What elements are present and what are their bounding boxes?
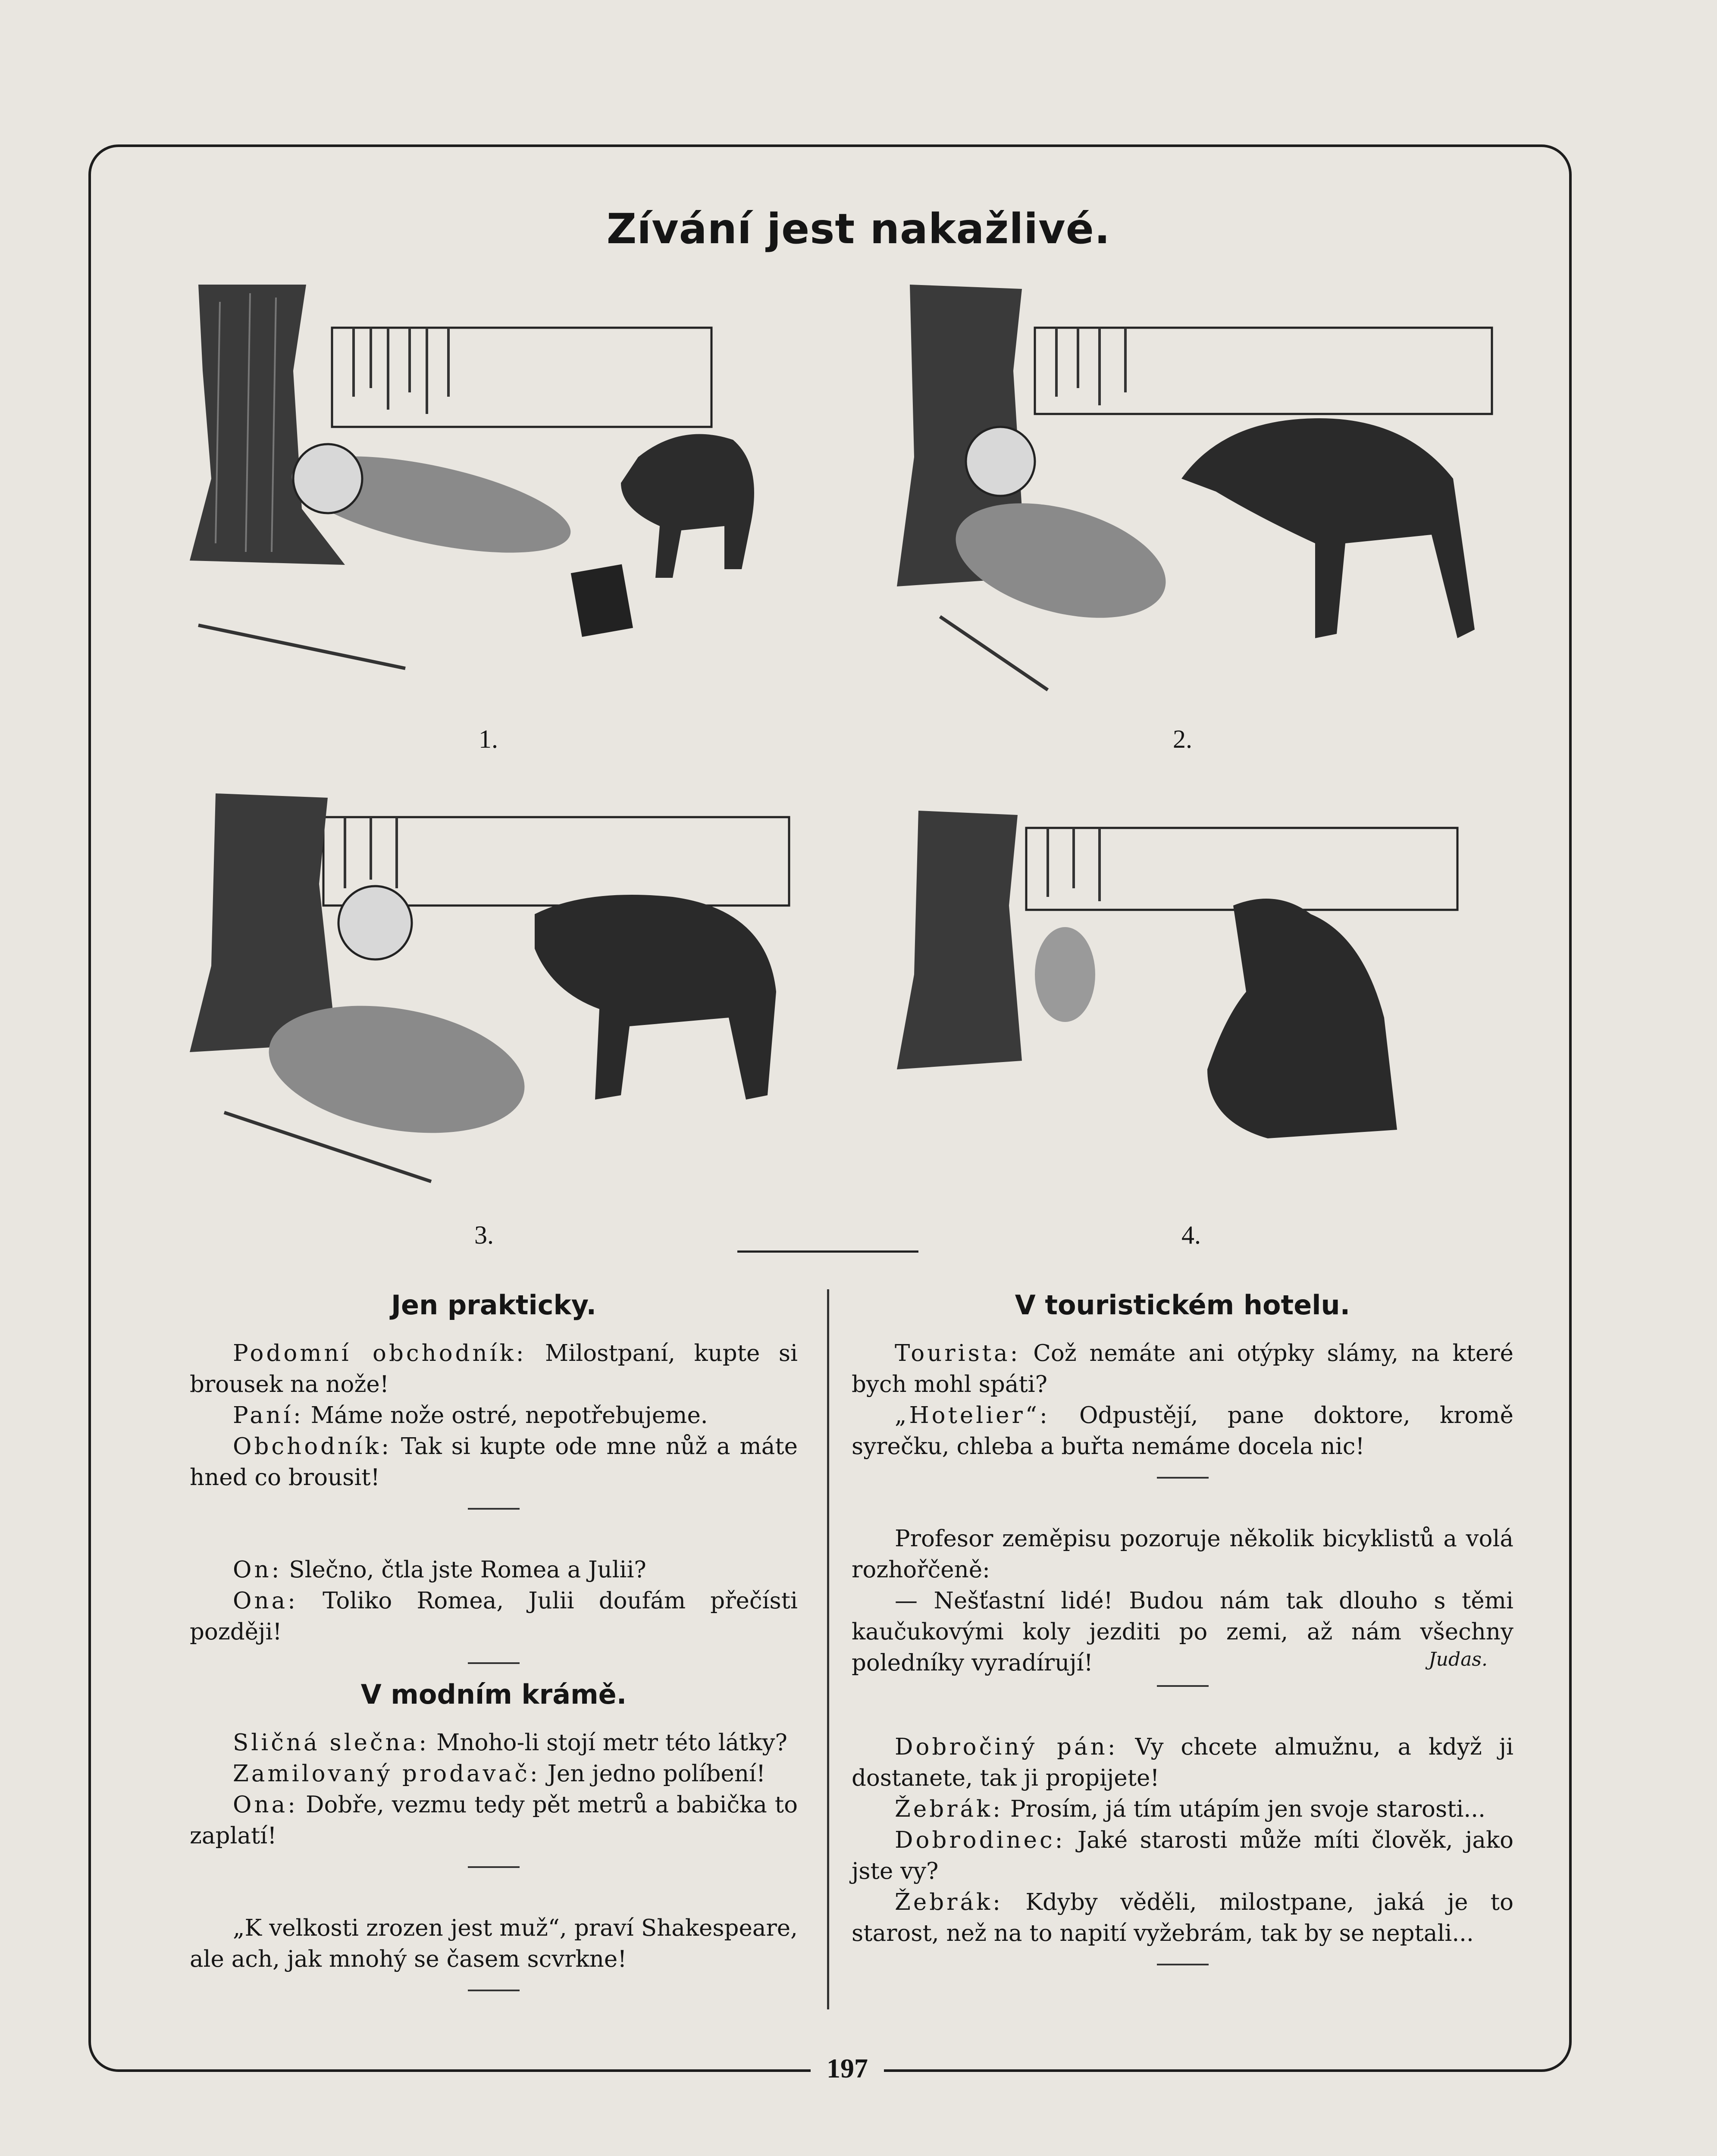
speaker: Paní:	[233, 1402, 304, 1429]
speaker: Tourista:	[895, 1340, 1021, 1366]
paragraph	[190, 1431, 798, 1493]
cartoon-panel-4	[880, 793, 1483, 1194]
panel-number-2: 2.	[1173, 725, 1192, 753]
speaker: Sličná slečna:	[233, 1730, 429, 1756]
panel-number-1: 1.	[479, 725, 498, 753]
speaker: Dobrodinec:	[895, 1827, 1065, 1853]
panel-number-3: 3.	[474, 1221, 494, 1249]
paragraph	[852, 1400, 1513, 1462]
paragraph: „K velkosti zrozen jest muž“, praví Shakespeare, ale ach, jak mnohý se časem scvrkne!	[190, 1915, 798, 1972]
speech: Vy chcete almužnu, a když ji dostanete, tak ji propijete!	[852, 1734, 1513, 1791]
cartoon-panel-2	[871, 276, 1509, 707]
column-divider	[827, 1289, 829, 2009]
speech: Slečno, čtla jste Romea a Julii?	[282, 1557, 646, 1583]
paragraph	[852, 1887, 1513, 1949]
speech: Prosím, já tím utápím jen svoje starosti...	[1003, 1796, 1485, 1822]
paragraph	[852, 1794, 1513, 1825]
speaker: Žebrák:	[895, 1796, 1003, 1822]
short-rule	[1157, 1685, 1209, 1687]
paragraph: Profesor zeměpisu pozoruje několik bicyklistů a volá rozhořčeně:	[852, 1526, 1513, 1583]
paragraph	[852, 1825, 1513, 1887]
speaker: Žebrák:	[895, 1889, 1003, 1915]
paragraph	[190, 1727, 798, 1758]
paragraph: — Nešťastní lidé! Budou nám tak dlouho s těmi kaučukovými koly jezditi po zemi, až nám všechny poledníky vyradírují!	[852, 1588, 1513, 1676]
panel-number-4: 4.	[1181, 1221, 1201, 1249]
paragraph	[190, 1758, 798, 1789]
speaker: Podomní obchodník:	[233, 1340, 526, 1366]
speaker: Ona:	[233, 1588, 298, 1614]
paragraph	[852, 1338, 1513, 1400]
paragraph	[852, 1732, 1513, 1794]
cartoon-panel-1	[164, 285, 819, 686]
speech: Odpustějí, pane doktore, kromě syrečku, chleba a buřta nemáme docela nic!	[852, 1402, 1513, 1460]
paragraph	[190, 1338, 798, 1400]
page-number: 197	[811, 2053, 884, 2084]
short-rule	[1157, 1964, 1209, 1965]
speaker: Ona:	[233, 1792, 298, 1818]
speech: Tak si kupte ode mne nůž a máte hned co brousit!	[190, 1433, 798, 1491]
left-column	[190, 1289, 798, 2006]
cartoon-panel-3	[155, 785, 828, 1194]
short-rule	[468, 1662, 520, 1664]
speech: Kdyby věděli, milostpane, jaká je to starost, než na to napití vyžebrám, tak by se neptali...	[852, 1889, 1513, 1946]
short-rule	[468, 1508, 520, 1510]
speaker: Obchodník:	[233, 1433, 392, 1460]
short-rule	[468, 1990, 520, 1991]
paragraph	[190, 1586, 798, 1648]
separator-rule	[737, 1250, 918, 1253]
signature: Judas.	[1429, 1648, 1488, 1670]
heading-jen-prakticky: Jen prakticky.	[391, 1289, 597, 1321]
paragraph	[190, 1400, 798, 1431]
right-column	[852, 1289, 1513, 1980]
speech: Máme nože ostré, nepotřebujeme.	[303, 1402, 708, 1429]
short-rule	[468, 1866, 520, 1868]
panel-3-illustration	[155, 785, 828, 1194]
short-rule	[1157, 1477, 1209, 1479]
speech: Jaké starosti může míti člověk, jako jste vy?	[852, 1827, 1513, 1884]
speaker: On:	[233, 1557, 282, 1583]
panel-2-illustration	[871, 276, 1509, 707]
heading-v-modnim-krame: V modním krámě.	[360, 1679, 627, 1710]
paragraph	[190, 1789, 798, 1852]
speech: Což nemáte ani otýpky slámy, na které bych mohl spáti?	[852, 1340, 1513, 1398]
speaker: „Hotelier“:	[895, 1402, 1050, 1429]
speaker: Dobročiný pán:	[895, 1734, 1118, 1760]
speech: Jen jedno políbení!	[540, 1761, 766, 1787]
page-title: Zívání jest nakažlivé.	[606, 205, 1111, 253]
speech: Toliko Romea, Julii doufám přečísti později!	[190, 1588, 798, 1645]
paragraph	[190, 1554, 798, 1586]
speech: Milostpaní, kupte si brousek na nože!	[190, 1340, 798, 1398]
speaker: Zamilovaný prodavač:	[233, 1761, 540, 1787]
heading-v-touristickem-hotelu: V touristickém hotelu.	[1015, 1289, 1350, 1321]
speech: Dobře, vezmu tedy pět metrů a babička to zaplatí!	[190, 1792, 798, 1849]
speech: Mnoho-li stojí metr této látky?	[429, 1730, 787, 1756]
panel-1-illustration	[164, 285, 819, 686]
panel-4-illustration	[880, 793, 1483, 1194]
